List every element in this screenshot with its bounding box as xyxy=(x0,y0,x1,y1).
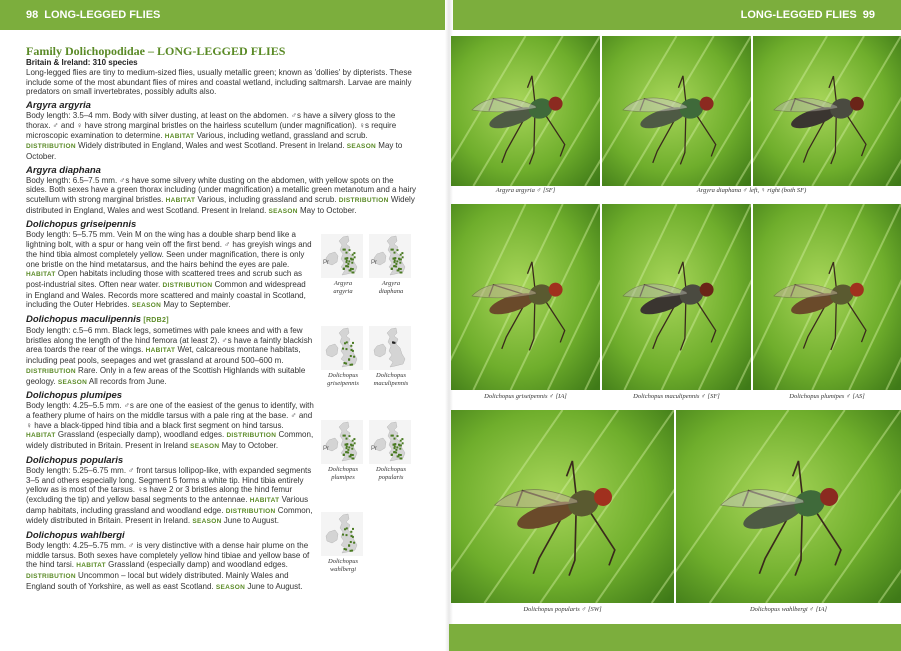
season-text: May to October. xyxy=(219,441,279,451)
habitat-keyword: HABITAT xyxy=(145,347,176,355)
season-text: All records from June. xyxy=(87,376,167,386)
species-description xyxy=(26,401,314,452)
species-name: Dolichopus maculipennis [RDB2] xyxy=(26,314,169,326)
map-label xyxy=(369,372,413,387)
map-frame xyxy=(369,234,411,278)
map-label xyxy=(321,280,365,295)
map-label-species: maculipennis xyxy=(373,379,409,387)
map-label-species: plumipes xyxy=(331,473,355,481)
species-list xyxy=(26,100,416,592)
distribution-text: Widely distributed in England, Wales and west Scotland. Present in Ireland. xyxy=(75,141,347,151)
conservation-status: [RDB2] xyxy=(141,317,169,325)
distribution-text: Rare. Only in a few areas of the Scottish Highlands with suitable geology. xyxy=(26,365,306,386)
season-keyword: SEASON xyxy=(192,518,222,526)
distribution-keyword: DISTRIBUTION xyxy=(26,367,76,375)
britain-ireland-map-icon xyxy=(321,512,363,556)
map-label xyxy=(321,372,365,387)
map-label xyxy=(321,466,365,481)
species-body-text: Body length: 6.5–7.5 mm. ♂s have some silvery white dusting on the abdomen, with yellow spots on the sides. Both sexes have a green thorax including (under magnification) a metallic green metanotum and a hairy scutellum with strong marginal bristles. xyxy=(26,175,416,205)
species-body-text: Body length: c.5–6 mm. Black legs, sometimes with pale knees and with a few bristles along the length of the hind femora (at least 2). ♂s have a faintly blackish area toards the rear of the wings. xyxy=(26,326,313,355)
left-page-text xyxy=(26,44,416,593)
fly-on-leaf-picture xyxy=(753,204,901,390)
season-text: May to September. xyxy=(161,300,231,310)
fly-photo xyxy=(602,36,751,186)
habitat-text: Open habitats including those with scattered trees and scrub such as post-industrial sites. Often near water. xyxy=(26,269,303,289)
species-body-text: Body length: 4.25–5.75 mm. ♂ is very distinctive with a dense hair plume on the middle tarsus. Both sexes have completely yellow hind tibiae and yellow base of the hind tarsi. xyxy=(26,541,310,570)
photo-caption: Dolichopus wahlbergi ♂ [IA] xyxy=(749,606,828,613)
species-name: Dolichopus popularis xyxy=(26,454,124,466)
season-keyword: SEASON xyxy=(131,302,162,310)
distribution-map xyxy=(369,420,413,481)
map-frame xyxy=(369,420,411,464)
presence-marker: Pr xyxy=(323,260,329,266)
map-label-genus: Dolichopus xyxy=(328,558,358,565)
fly-photo xyxy=(676,410,901,603)
right-running-title: LONG-LEGGED FLIES xyxy=(740,9,857,21)
species-body-text: Body length: 5.25–6.75 mm. ♂ front tarsus lollipop-like, with expanded segments 3–5 and others especially long. Segment 5 forms a white tip. Hind tibia entirely yellow as is most of the tarsus. ♀s have 2 or 3 bristles along the hind femur (excluding the tip) and yellow basal segments to the antennae. xyxy=(26,465,312,504)
family-subtitle: Britain & Ireland: 310 species xyxy=(26,58,138,67)
fly-photo xyxy=(451,36,600,186)
right-page-number: 99 xyxy=(862,9,875,21)
species-body-text: Body length: 3.5–4 mm. Body with silver dusting, at least on the abdomen. ♂s have a silvery gloss to the thorax. ♂ and ♀ have strong marginal bristles on the hairless scutellum (under magnification). ♀s require microscopic examination to determine. xyxy=(26,111,397,140)
photo-caption: Dolichopus maculipennis ♂ [SF] xyxy=(633,393,720,400)
fly-on-leaf-picture xyxy=(676,410,901,603)
species-description xyxy=(26,176,416,217)
species-body-text: Body length: 4.25–5.5 mm. ♂s are one of the easiest of the genus to identify, with a feathery plume of hairs on the middle tarsus with a pale ring at the base. ♂ and ♀ have a black-tipped hind tibia and a black first segment on hind tarsus. xyxy=(26,401,314,430)
habitat-keyword: HABITAT xyxy=(26,432,56,440)
season-keyword: SEASON xyxy=(190,443,220,451)
distribution-map xyxy=(321,326,365,387)
habitat-keyword: HABITAT xyxy=(165,197,196,205)
season-text: June to August. xyxy=(221,516,279,526)
family-intro: Long-legged flies are tiny to medium-sized flies, usually metallic green; known as 'dollies' by dipterists. These include some of the most abundant flies of mires and coastal wetland, including saltmarsh. Larvae are mainly predators on small invertebrates, possibly adults also. xyxy=(26,68,412,97)
species-description xyxy=(26,111,416,162)
left-page-number: 98 xyxy=(26,9,39,21)
species-name: Dolichopus plumipes xyxy=(26,390,123,402)
presence-marker: Pr xyxy=(371,446,377,452)
species-name: Dolichopus griseipennis xyxy=(26,219,137,231)
fly-on-leaf-picture xyxy=(451,36,600,186)
species-description xyxy=(26,541,314,593)
habitat-text: Grassland (especially damp), woodland edges. xyxy=(55,430,227,440)
map-label xyxy=(369,466,413,481)
photo-caption: Dolichopus plumipes ♂ [AS] xyxy=(789,393,865,400)
fly-photo xyxy=(753,204,901,390)
distribution-map xyxy=(321,234,365,295)
habitat-keyword: HABITAT xyxy=(164,132,195,140)
species-description xyxy=(26,230,314,311)
distribution-text: Common and widespread in England and Wales. Records more scattered and mainly coastal in Scotland, including the Outer Hebrides. xyxy=(26,279,306,310)
distribution-keyword: DISTRIBUTION xyxy=(338,197,389,205)
fly-on-leaf-picture xyxy=(602,204,751,390)
britain-ireland-map-icon xyxy=(369,326,411,370)
distribution-text: Widely distributed in England, Wales and west Scotland. Present in Ireland. xyxy=(26,195,415,215)
left-page-header xyxy=(0,0,449,30)
habitat-text: Various, including wetland, grassland and scrub. xyxy=(194,130,368,140)
distribution-map xyxy=(321,420,365,481)
distribution-map xyxy=(321,512,365,573)
fly-on-leaf-picture xyxy=(451,410,674,603)
species-description xyxy=(26,326,314,387)
season-keyword: SEASON xyxy=(268,207,298,215)
britain-ireland-map-icon xyxy=(369,420,411,464)
britain-ireland-map-icon xyxy=(321,234,363,278)
fly-photo xyxy=(451,204,600,390)
presence-marker: Pr xyxy=(323,446,329,452)
habitat-text: Various, including grassland and scrub. xyxy=(195,195,339,205)
photo-caption: Dolichopus griseipennis ♂ [IA] xyxy=(484,393,567,400)
habitat-keyword: HABITAT xyxy=(76,562,106,570)
map-label-genus: Argyra xyxy=(333,280,353,287)
map-label-genus: Argyra xyxy=(381,280,401,287)
map-frame xyxy=(321,512,363,556)
map-label-species: diaphana xyxy=(378,287,404,295)
season-text: June to August. xyxy=(245,581,303,591)
season-text: May to October. xyxy=(26,141,403,161)
map-frame xyxy=(369,326,411,370)
photo-caption: Argyra diaphana ♂ left, ♀ right (both SF) xyxy=(696,187,807,194)
family-title: Family Dolichopodidae – LONG-LEGGED FLIES xyxy=(26,44,286,58)
species-name: Argyra diaphana xyxy=(26,164,101,176)
map-frame xyxy=(321,326,363,370)
map-label-species: argyria xyxy=(333,287,353,295)
map-label-genus: Dolichopus xyxy=(376,372,406,379)
map-frame xyxy=(321,234,363,278)
fly-on-leaf-picture xyxy=(753,36,901,186)
map-label-genus: Dolichopus xyxy=(328,466,358,473)
fly-photo xyxy=(602,204,751,390)
distribution-keyword: DISTRIBUTION xyxy=(226,432,277,440)
fly-photo xyxy=(753,36,901,186)
habitat-text: Wet, calcareous montane habitats, including peat pools, seepages and wet grassland at around 500–600 m. xyxy=(26,345,301,366)
map-label xyxy=(321,558,365,573)
distribution-text: Common, widely distributed in Britain. Present in Ireland. xyxy=(26,505,313,526)
map-frame xyxy=(321,420,363,464)
map-label xyxy=(369,280,413,295)
species-description xyxy=(26,466,314,527)
britain-ireland-map-icon xyxy=(321,420,363,464)
photo-caption: Dolichopus popularis ♂ [SW] xyxy=(523,606,602,613)
habitat-text: Various damp habitats, including grassland and woodland edge. xyxy=(26,494,309,515)
presence-marker: Pr xyxy=(371,260,377,266)
species-name: Dolichopus wahlbergi xyxy=(26,530,125,542)
species-body-text: Body length: 5–5.75 mm. Vein M on the wing has a double sharp bend like a lightning bolt, with a spur or hang vein off the first bend. ♂ has greyish wings and the hind tibia almost completely yellow. Seen under magnification, there is only one bristle on the hind metatarsus, and the hairs behind the eyes are pale. xyxy=(26,230,312,269)
left-running-title: LONG-LEGGED FLIES xyxy=(44,9,161,21)
britain-ireland-map-icon xyxy=(369,234,411,278)
distribution-keyword: DISTRIBUTION xyxy=(162,281,213,289)
map-label-species: griseipennis xyxy=(327,379,359,387)
distribution-text: Common, widely distributed in Britain. Present in Ireland xyxy=(26,430,314,451)
fly-on-leaf-picture xyxy=(602,36,751,186)
fly-photo xyxy=(451,410,674,603)
habitat-keyword: HABITAT xyxy=(249,496,280,504)
species-name: Argyra argyria xyxy=(26,100,91,112)
season-keyword: SEASON xyxy=(215,583,246,591)
habitat-keyword: HABITAT xyxy=(26,271,56,279)
distribution-map xyxy=(369,326,413,387)
britain-ireland-map-icon xyxy=(321,326,363,370)
distribution-map xyxy=(369,234,413,295)
distribution-keyword: DISTRIBUTION xyxy=(26,573,76,581)
map-label-species: wahlbergi xyxy=(329,565,357,573)
map-label-genus: Dolichopus xyxy=(376,466,406,473)
season-keyword: SEASON xyxy=(346,143,377,151)
right-page-header xyxy=(449,0,901,30)
distribution-keyword: DISTRIBUTION xyxy=(225,507,276,515)
map-label-species: popularis xyxy=(378,473,404,481)
map-label-genus: Dolichopus xyxy=(328,372,358,379)
season-text: May to October. xyxy=(297,205,357,215)
distribution-text: Uncommon – local but widely distributed. Mainly Wales and England south of Yorkshire, as well as east Scotland. xyxy=(26,571,289,591)
photo-caption: Argyra argyria ♂ [SF] xyxy=(495,187,556,194)
fly-on-leaf-picture xyxy=(451,204,600,390)
distribution-keyword: DISTRIBUTION xyxy=(26,143,76,151)
habitat-text: Grassland (especially damp) and woodland edges. xyxy=(105,560,288,570)
right-page-footer-bar xyxy=(449,624,901,651)
season-keyword: SEASON xyxy=(57,378,88,386)
